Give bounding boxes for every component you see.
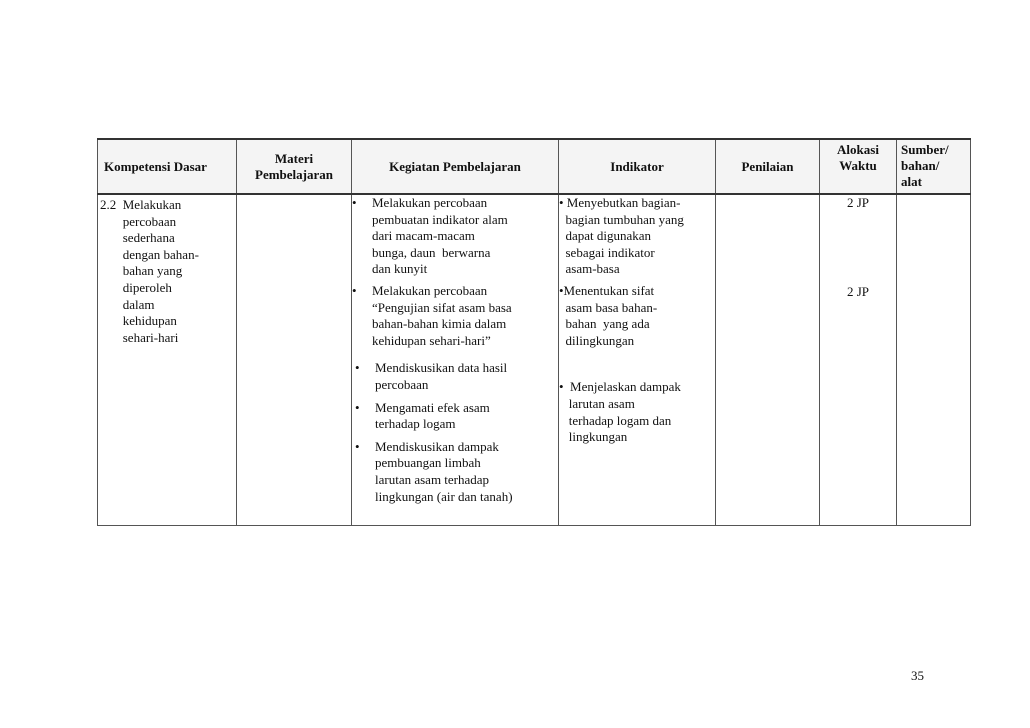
header-materi-pembelajaran: Materi Pembelajaran — [237, 139, 352, 194]
kegiatan-item-text: Mendiskusikan dampak pembuangan limbah larutan asam terhadap lingkungan (air dan tanah) — [375, 438, 513, 504]
header-penilaian: Penilaian — [716, 139, 820, 194]
bullet-icon: • — [355, 438, 360, 454]
cell-penilaian — [716, 194, 820, 526]
cell-indikator — [559, 194, 716, 526]
indikator-item: •Menentukan sifat asam basa bahan- bahan yang ada dilingkungan — [559, 282, 658, 348]
bullet-icon: • — [355, 360, 360, 376]
header-kegiatan-pembelajaran: Kegiatan Pembelajaran — [352, 139, 559, 194]
kegiatan-item — [352, 439, 558, 505]
kegiatan-item-text: Melakukan percobaan pembuatan indikator alam dari macam-macam bunga, daun berwarna dan kunyit — [372, 195, 508, 277]
cell-kegiatan-pembelajaran — [352, 194, 559, 526]
bullet-icon: • — [352, 282, 357, 298]
indikator-item: • Menjelaskan dampak larutan asam terhadap logam dan lingkungan — [559, 379, 681, 445]
indikator-item: • Menyebutkan bagian- bagian tumbuhan yang dapat digunakan sebagai indikator asam-basa — [559, 195, 684, 277]
header-alokasi-waktu: Alokasi Waktu — [820, 139, 897, 194]
header-kompetensi-dasar: Kompetensi Dasar — [98, 139, 237, 194]
alokasi-value: 2 JP — [846, 283, 870, 299]
kompetensi-dasar-text: 2.2 Melakukan percobaan sederhana dengan bahan- bahan yang diperoleh dalam kehidupan sehari-hari — [100, 197, 199, 345]
kegiatan-item — [352, 400, 558, 433]
bullet-icon: • — [352, 195, 357, 210]
kegiatan-item — [352, 195, 558, 278]
kegiatan-item-text: Mengamati efek asam terhadap logam — [375, 399, 490, 432]
kegiatan-item-text: Melakukan percobaan “Pengujian sifat asam basa bahan-bahan kimia dalam kehidupan sehari-hari” — [372, 282, 512, 348]
cell-kompetensi-dasar — [98, 194, 237, 526]
table-row — [98, 194, 971, 526]
bullet-icon: • — [355, 399, 360, 415]
syllabus-table — [97, 138, 971, 526]
alokasi-value: 2 JP — [846, 195, 870, 210]
cell-materi-pembelajaran — [237, 194, 352, 526]
table-header-row — [98, 139, 971, 194]
cell-alokasi-waktu — [820, 194, 897, 526]
page-number: 35 — [911, 668, 924, 683]
cell-sumber-bahan-alat — [897, 194, 971, 526]
header-indikator: Indikator — [559, 139, 716, 194]
kegiatan-item-text: Mendiskusikan data hasil percobaan — [375, 360, 508, 392]
kegiatan-item — [352, 283, 558, 349]
header-sumber-bahan-alat: Sumber/ bahan/ alat — [897, 139, 971, 194]
kegiatan-item — [352, 360, 558, 393]
